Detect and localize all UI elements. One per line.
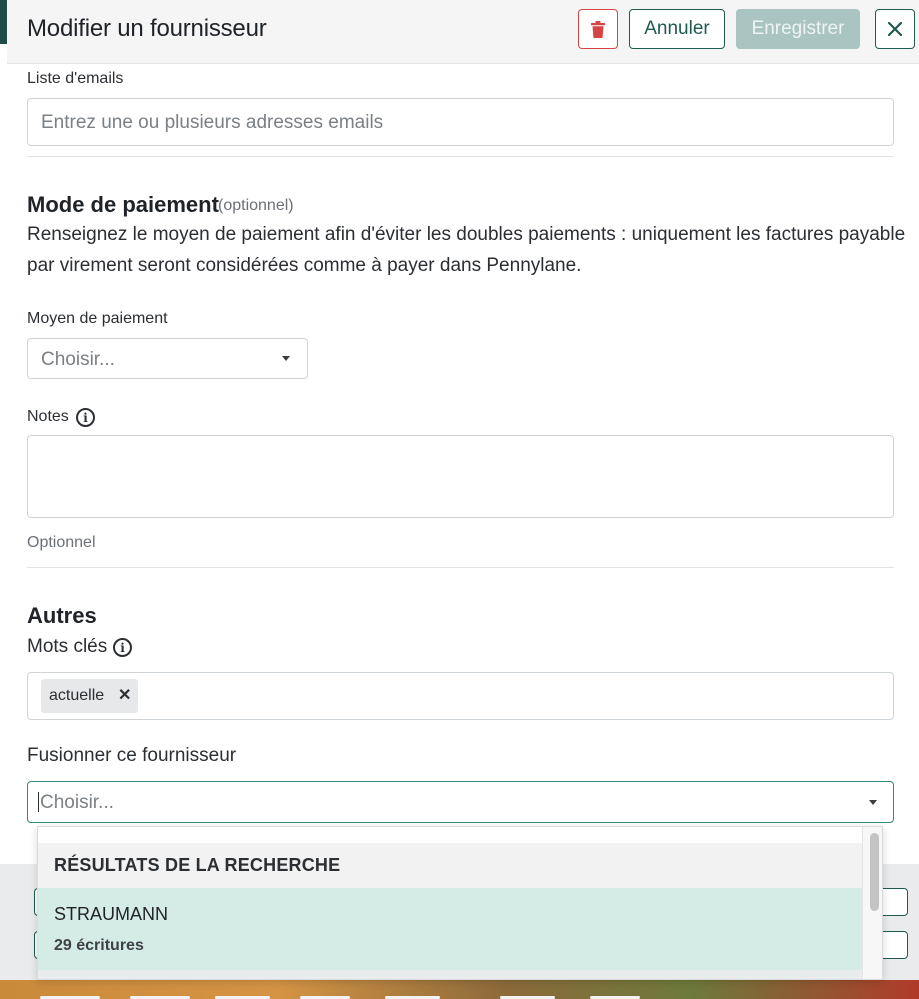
notes-label: Notes (27, 408, 69, 425)
keyword-tag-label: actuelle (49, 687, 105, 704)
keywords-label: Mots clés (27, 636, 108, 657)
cancel-button[interactable]: Annuler (629, 9, 725, 49)
background-page-edge (0, 0, 7, 999)
page-title: Modifier un fournisseur (27, 15, 267, 42)
remove-tag-icon[interactable]: ✕ (118, 687, 132, 704)
close-button[interactable] (875, 9, 915, 49)
notes-textarea[interactable] (27, 435, 894, 518)
option-entries-count: 29 écritures (54, 937, 144, 954)
merge-supplier-select[interactable] (27, 781, 894, 823)
edit-supplier-drawer (7, 0, 919, 864)
payment-method-select[interactable] (27, 338, 308, 379)
option-name: STRAUMANN (54, 904, 169, 924)
chevron-down-icon (869, 800, 877, 805)
merge-supplier-placeholder: Choisir... (40, 792, 114, 813)
dropdown-option[interactable] (38, 970, 862, 980)
scrollbar-thumb[interactable] (870, 833, 879, 911)
keyword-tag (41, 679, 138, 713)
notes-hint: Optionnel (27, 534, 96, 551)
info-icon[interactable]: i (76, 408, 95, 427)
chevron-down-icon (282, 356, 290, 361)
emails-placeholder: Entrez une ou plusieurs adresses emails (41, 112, 384, 133)
delete-button[interactable] (578, 9, 618, 49)
dropdown-option[interactable] (38, 888, 862, 970)
save-button[interactable]: Enregistrer (736, 9, 860, 49)
payment-optional-tag: (optionnel) (218, 197, 294, 214)
payment-description: Renseignez le moyen de paiement afin d'éviter les doubles paiements : uniquement les factures payable par virement seront considérées comme à payer dans Pennylane. (27, 224, 906, 276)
desktop-dock (0, 980, 919, 999)
dropdown-group-label: RÉSULTATS DE LA RECHERCHE (54, 855, 341, 875)
close-icon (888, 22, 902, 36)
divider (27, 156, 894, 157)
emails-input[interactable] (27, 98, 894, 146)
dropdown-group-header (38, 843, 862, 888)
payment-section-title: Mode de paiement (27, 192, 219, 217)
others-section-title: Autres (27, 603, 97, 628)
info-icon[interactable]: i (113, 638, 132, 657)
drawer-header (7, 0, 919, 64)
merge-supplier-label: Fusionner ce fournisseur (27, 745, 237, 766)
payment-method-value: Choisir... (41, 349, 115, 370)
trash-icon (591, 21, 605, 38)
text-cursor (38, 792, 39, 812)
dropdown-scrollbar[interactable] (862, 827, 883, 980)
emails-label: Liste d'emails (27, 70, 124, 87)
divider (27, 567, 894, 568)
merge-supplier-dropdown (37, 826, 883, 980)
payment-method-label: Moyen de paiement (27, 310, 168, 327)
background-page-header (0, 0, 7, 44)
keywords-input[interactable] (27, 672, 894, 720)
